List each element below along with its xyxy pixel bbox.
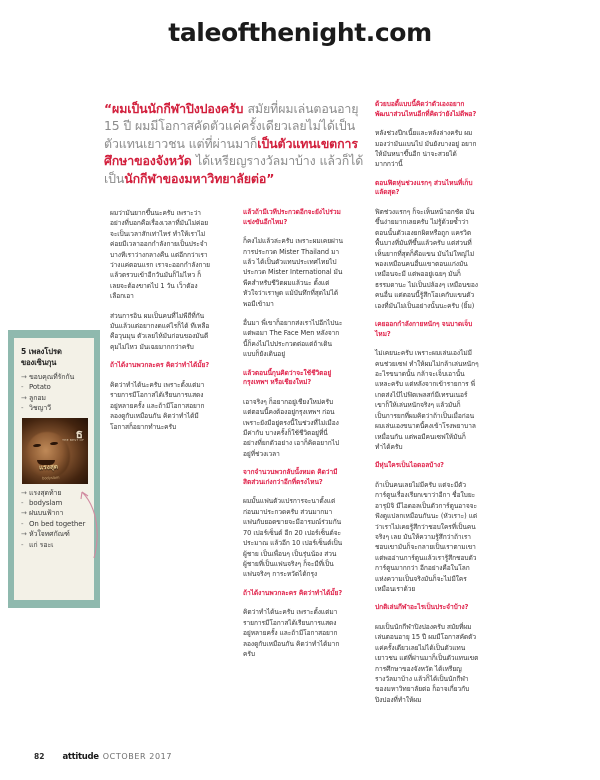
song-list-item <box>21 519 88 529</box>
pull-quote-segment-1: สมัยที่ผมเล่นตอนอายุ 15 ปี ผมมีโอกาสคัดตัวแค่ครั้งเดียวเลยไม่ได้เป็นตัวแทนเยาวชน แต่ที่ผ่านมาก็ <box>104 101 359 151</box>
album-band-line-2: bodyslam <box>41 475 60 481</box>
pull-quote-segment-2: เป็นตัวแทนเขตการศึกษาของจังหวัด <box>104 135 358 169</box>
article-column-2 <box>243 208 343 668</box>
song-title: ขอบคุณที่รักกัน <box>29 373 75 381</box>
song-title: แรงสุดท้าย <box>29 488 62 497</box>
song-title: แก่ รอะเ <box>29 540 54 549</box>
pull-quote-segment-0: “ผมเป็นนักกีฬาปิงปองครับ <box>104 101 248 116</box>
pull-quote-segment-3: ได้เหรียญรางวัลมาบ้าง แล้วก็ได้เป็น <box>104 153 364 186</box>
sidebar-song-list-top <box>21 372 88 414</box>
song-list-item <box>21 403 88 413</box>
body-paragraph: ก็คงไม่แล้วล่ะครับ เพราะผมเคยผ่านการประกวด Mister Thailand มาแล้ว ได้เป็นตัวแทนประเทศไทยไปประกวด Mister International มันพีคสำหรับชีวิตผมแล้วนะ ตั้งแต่หัวใจว่าเราพูด แม้บันทึกที่สุดไม่ได้ พอมีเข้ามา <box>243 237 343 308</box>
question-heading: แล้วถ้ามีเวทีประกวดอีกจะยังไปร่วมแข่งขันอีกไหม? <box>243 208 341 226</box>
song-list-item <box>21 540 88 550</box>
body-paragraph: ฟิตช่วงแรกๆ ก็จะเห็นหน้าอกชัด มันขึ้นง่ายมากเลยครับ ไม่รู้ด้วยซ้ำว่าตอนนั้นตัวเองยกผิดหรือถูก แครวิตพื้นบางที่มันทีขึ้นแล้วครับ แต่ส่วนที่เห็นยากที่สุดก็คือแขน มันไม่ใหญ่ไม่พองเหมือนคนอื่นแขาตอนแก่งมันเหมือนจะมี แต่พออยู่เฉยๆ มันก็ธรรมดานะ ไม่เป็นปล้องๆ เหมือนของคนอื่น แต่ตอนนี้รู้สึกโอเคกับแขนตัวเองที่มันไม่เป็นอย่างนั้นนะครับ (ยิ้ม) <box>375 208 478 310</box>
list-bullet-icon: → <box>21 509 27 518</box>
question-heading: ถ้าได้งานพวกละคร คิดว่าทำได้มั้ย? <box>243 588 343 597</box>
list-bullet-icon: - <box>21 404 24 413</box>
song-title: หัวใจทศกัณฑ์ <box>29 530 70 539</box>
pull-quote <box>104 100 372 187</box>
song-title: On bed together <box>29 519 86 528</box>
article-column-3 <box>375 100 479 714</box>
list-bullet-icon: → <box>21 373 27 381</box>
song-list-item <box>21 498 88 508</box>
list-bullet-icon: - <box>21 383 24 392</box>
sidebar-title-line-1: 5 เพลงโปรด <box>21 347 62 356</box>
question-heading: ถ้าได้งานพวกละคร คิดว่าทำได้มั้ย? <box>110 361 210 370</box>
pull-quote-segment-4: นักกีฬาของมหาวิทยาลัยต่อ” <box>124 170 275 186</box>
question-heading: ด้วยบอดี้แบบนี้คิดว่าตัวเองอยากพัฒนาส่วนไหนอีกที่คิดว่ายังไม่ดีพอ? <box>375 100 477 118</box>
question-heading: ตอนฟิตหุ่นช่วงแรกๆ ส่วนไหนที่เก็บแลัดสุด? <box>375 178 473 197</box>
album-cover-art <box>22 418 88 484</box>
song-title: Potato <box>29 383 51 392</box>
song-title: วิชญาวี <box>29 404 52 413</box>
question-heading: มีหุ่นใครเป็นไอดอลบ้าง? <box>375 461 444 470</box>
body-paragraph: ไม่เคยนะครับ เพราะผมเล่นเองไม่มีคนช่วยเซฟ ทำให้ผมไม่กล้าเล่นหนักๆ อะไรขนาดนั้น กล้าจะเจ็บเอานั้นแหละครับ แต่หลังจากเข้ารายการ พี่เกดส่งไป้ไปฟิตเพลสก์มีเทรนเนอร์ เขาก็ให้เล่นหนักจริงๆ แล้วมันก็เป็นการยกที่ผมคิดว่าถ้าเป็นเมื่อก่อนผมเล่นเองขนาดนี้คงเข้าโรงพยาบาลเหมื่อนกัน แต่พอมีคนเซฟให้มันก็ทำได้ครับ <box>375 349 479 451</box>
list-bullet-icon: → <box>21 393 27 402</box>
album-logo: ธ <box>75 426 83 441</box>
song-list-item <box>21 382 88 392</box>
sidebar-song-list-bottom <box>21 488 88 550</box>
body-paragraph: คิดว่าทำได้นะครับ เพราะตั้งแต่มารายการมีโอกาสได้เรียนการแสดงอยู่หลายครั้ง และถ้ามีโอกาสอยากลองดูกับเหมือนกัน คิดว่าทำได้มีโอกาสก็อยากทำนะครับ <box>110 380 205 431</box>
body-paragraph: อื่นมา พี่เขาก็อยากส่งเราไปอีกไปนะ แต่พอมา The Face Men หลังจากนี้ก็คงไม่ไปประกวดต่อแต่ถ้าเดินแบบก็ยังเดินอยู่ <box>243 319 343 359</box>
issue-date: OCTOBER 2017 <box>102 752 173 761</box>
sidebar-title <box>21 347 88 368</box>
song-title: bodyslam <box>29 499 63 508</box>
list-bullet-icon: → <box>21 530 27 539</box>
body-paragraph: ผมมั้นแฟนตัวแปรการจะนาตั้งแต่ก่อนมาประกวดครับ ส่วนมากมาแฟนกับยอดขายจะมีอารมณ์ร่วมกัน 70 เปอร์เซ็นต์ อีก 20 เปอร์เซ็นต์จะประมาณ แล้วอีก 10 เปอร์เซ็นต์เป็นผู้ชาย เป็นเพื่อนๆ เป็นรุ่นน้อง ส่วนผู้ชายที่เป็นแฟนจริงๆ ก็จะมีที่เป็นแฟนจริงๆ การะหวัดได้กรุง <box>243 497 343 579</box>
song-list-item <box>21 372 88 382</box>
song-list-item <box>21 393 88 403</box>
list-bullet-icon: - <box>21 499 24 508</box>
body-paragraph: หลังช่วงปีกเนี้ยและหลังล่างครับ ผมมองว่ามันแบนไป มันยังบางอยู่ อยากให้มันหนาขึ้นอีก น่าจะสวยได้มากกว่านี้ <box>375 129 477 169</box>
body-paragraph: ถ้าเป็นคนเลยไม่มีครับ แต่จะมีตัวการ์ตูนเรื่องเรียกเขาว่าอีกา ชื่อใบยะ อารุมิจิ มีไอดอลเป็นตัวการ์ตูนอาจจะฟังดูแปลกเหมือนกันนะ (หัวเราะ) แต่ว่าเราไม่เคยรู้สึกว่าชอบใครที่เป็นคนจริงๆ เลย มันให้ความรู้สึกว่าถ้าเราชอบเขามันก็จะกลายเป็นเราตามเขา แต่พออ่านการ์ตูนแล้วเรารู้สึกชอบตัวการ์ตูนมากกว่า อีกอย่างคือในโลกแห่งความเป็นจริงมันก็จะไม่มีใครเหมือนเราด้วย <box>375 480 478 593</box>
page-footer <box>34 752 172 762</box>
body-paragraph: ผมว่ามันยากขึ้นนะครับ เพราะว่าอย่างที่บอกคือเรื่องเวลาที่มันไม่ค่อยจะเป็นเวลาสักเท่าไหร่ ทำให้เราไม่ค่อยมีเวลาออกกำลังกายเป็นประจำ บางทีเราว่างกลางคืน แต่อีกกว่าเราว่างแค่ตอนแรก เราจะออกกำลังกายแล้วตรวบเข้าอีกวันมันก็ไม่ไหว ก็เลยจะต้องขาดไป 1 วัน เว็าตัองเลือกเอา <box>110 209 210 301</box>
article-column-1 <box>110 208 210 441</box>
question-heading: แล้วตอนนี้กุนคิดว่าจะใช้ชีวิตอยู่กรุงเทพฯ หรือเชียงใหม่? <box>243 368 332 387</box>
magazine-masthead: attitude <box>62 752 99 762</box>
list-bullet-icon: → <box>21 488 27 497</box>
list-bullet-icon: - <box>21 519 24 528</box>
question-heading: เคยออกกำลังกายหนักๆ จนบาดเจ็บไหม? <box>375 320 473 338</box>
body-paragraph: ส่วนการอิน ผมเป็นคนที่ไม่พีถีที่กันมันแล้วแต่อยากงดแค่ไรก็ได้ ทีเหลือคือวุนมุน ตัวเลยไห้มันก่อนของมันดี คุมไม่ไหว มันเฉยมากกว่าครับ <box>110 311 210 351</box>
site-watermark: taleofthenight.com <box>168 18 432 47</box>
question-heading: ปกติเล่นกีฬาอะไรเป็นประจำบ้าง? <box>375 603 469 612</box>
question-heading: จากจำนวนพวกลับนั้งหมด คิดว่ามีสิตส่วนเก่งกว่าอีกที่ตรงไหน? <box>243 468 338 486</box>
song-title: ลูกอม <box>29 393 46 402</box>
album-logo-subtitle: THE BEST OF <box>62 437 84 442</box>
body-paragraph: คิดว่าทำได้นะครับ เพราะตั้งแต่มารายการมีโอกาสได้เรียนการแสดงอยู่หลายครั้ง และถ้ามีโอกาสอยากลองดูกับเหมือนกัน คิดว่าทำได้มากครับ <box>243 608 340 658</box>
body-paragraph: เอาจริงๆ ก็อยากอยู่เชียงใหม่ครับ แต่ตอนนี้คงต้องอยู่กรุงเทพฯ ก่อน เพราะยังมีอยู่ตรงนี้ในช่วงที่ไม่เมืองมีค่ากับ บางครั้งก็ใช้ชีวิตอยู่ที่นี่ อย่างที่ยกตัวอย่าง เอาก็คิดอยากไปอยู่ที่ช่วงเวลา <box>243 397 340 458</box>
body-paragraph: ผมเป็นนักกีฬาปิงปองครับ สมัยที่ผมเล่นตอนอายุ 15 ปี ผมมีโอกาสคัดตัวแค่ครั้งเดียวเลยไม่ได้เป็นตัวแทนเยาวชน แต่ที่ผ่านมาก็เป็นตัวแทนเขตการศึกษาของจังหวัด ได้เหรียญรางวัลมาบ้าง แล้วก็ได้เป็นนักกีฬาของมหาวิทยาลัยต่อ ก็อาจเกี่ยวกับปิงปองที่ทำให้ผม <box>375 622 479 704</box>
album-band-line-1: แรงสุด <box>38 462 59 472</box>
sidebar-title-line-2: ของเซินกุน <box>21 357 57 367</box>
list-bullet-icon: - <box>21 540 24 549</box>
sidebar-favorite-songs <box>14 338 94 600</box>
page-number: 82 <box>34 752 45 761</box>
song-list-item <box>21 529 88 539</box>
song-list-item <box>21 508 88 518</box>
song-title: ฝนบนฟ้ากา <box>29 509 64 518</box>
song-list-item <box>21 488 88 498</box>
